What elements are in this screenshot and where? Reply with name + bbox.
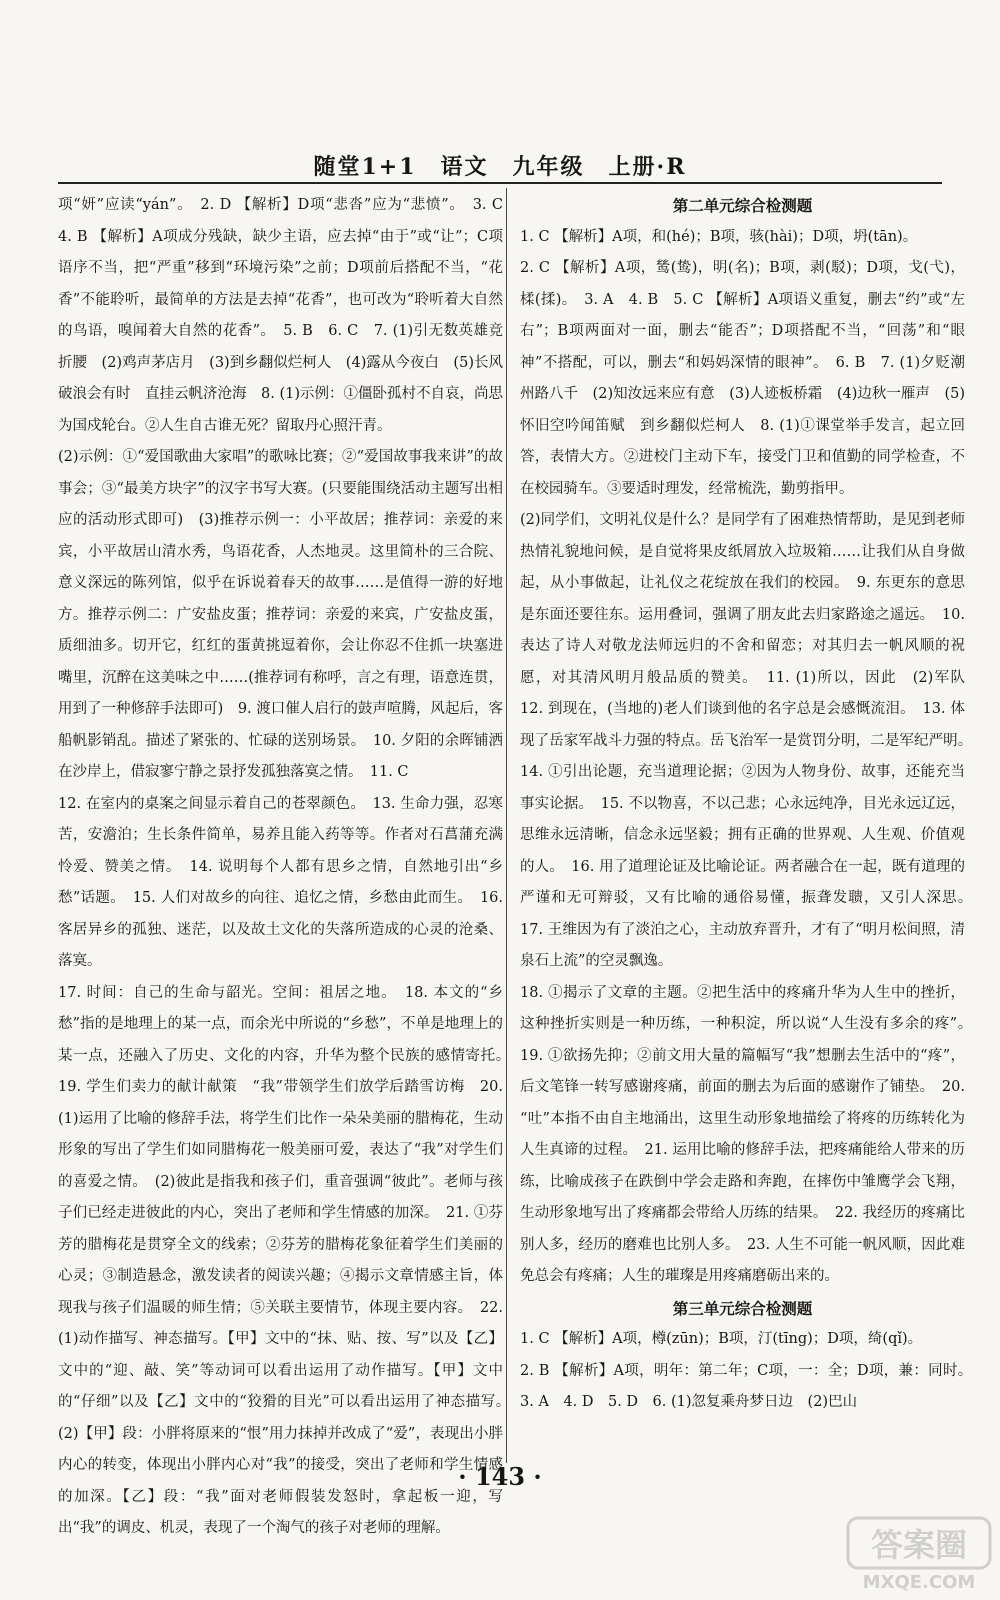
answer-paragraph: 17. 时间：自己的生命与韶光。空间：祖居之地。 18. 本文的“乡愁”指的是地理上的某一点，而余光中所说的“乡愁”，不单是地理上的某一点，还融入了历史、文化的内容，升华为整个民族的感情寄托。 19. 学生们卖力的献计献策 “我”带领学生们放学后踏雪访梅 20. (1)运用了比喻的修辞手法，将学生们比作一朵朵美丽的腊梅花，生动形象的写出了学生们如同腊梅花一般美丽可爱，表达了“我”对学生们的喜爱之情。 (2)彼此是指我和孩子们，重音强调“彼此”。老师与孩子们已经走进彼此的内心，突出了老师和学生情感的加深。 21. ①芬芳的腊梅花是贯穿全文的线索；②芬芳的腊梅花象征着学生们美丽的心灵；③制造悬念，激发读者的阅读兴趣；④揭示文章情感主旨，体现我与孩子们温暖的师生情；⑤关联主要情节，体现主要内容。 22. (1)动作描写、神态描写。【甲】文中的“抹、贴、按、写”以及【乙】文中的“迎、敲、笑”等动词可以看出运用了动作描写。【甲】文中的“仔细”以及【乙】文中的“狡猾的目光”可以看出运用了神态描写。 (2)【甲】段：小胖将原来的“恨”用力抹掉并改成了“爱”，表现出小胖内心的转变，体现出小胖内心对“我”的接受，突出了老师和学生情感的加深。【乙】段：“我”面对老师假装发怒时，拿起板一迎，写出“我”的调皮、机灵，表现了一个淘气的孩子对老师的理解。 bbox=[58, 984, 518, 1536]
answer-paragraph: 1. C 【解析】A项，和(hé)；B项，骇(hài)；D项，坍(tān)。 bbox=[520, 228, 918, 245]
watermark-logo-icon bbox=[844, 1514, 994, 1594]
section-title-unit3: 第三单元综合检测题 bbox=[672, 1298, 813, 1318]
answer-paragraph: 2. B 【解析】A项，明年：第二年；C项，一：全；D项，兼：同时。 3. A 4. D 5. D 6. (1)忽复乘舟梦日边 (2)巴山 bbox=[520, 1362, 980, 1410]
answer-paragraph: 18. ①揭示了文章的主题。②把生活中的疼痛升华为人生中的挫折，这种挫折实则是一种历练，一种积淀，所以说“人生没有多余的疼”。 19. ①欲扬先抑；②前文用大量的篇幅写“我”想删去生活中的“疼”，后文笔锋一转写感谢疼痛，前面的删去为后面的感谢作了铺垫。 20. “吐”本指不由自主地涌出，这里生动形象地描绘了将疼的历练转化为人生真谛的过程。 21. 运用比喻的修辞手法，把疼痛能给人带来的历练，比喻成孩子在跌倒中学会走路和奔跑，在摔伤中雏鹰学会飞翔，生动形象地写出了疼痛都会带给人历练的结果。 22. 我经历的疼痛比别人多，经历的磨难也比别人多。 23. 人生不可能一帆风顺，因此难免总会有疼痛；人生的璀璨是用疼痛磨砺出来的。 bbox=[520, 984, 980, 1284]
watermark-text-top: 答案圈 bbox=[870, 1526, 968, 1564]
answer-paragraph: 项“妍”应读“yán”。 2. D 【解析】D项“悲沓”应为“悲愤”。 3. C 4. B 【解析】A项成分残缺，缺少主语，应去掉“由于”或“让”；C项语序不当，把“严重”移到“环境污染”之前；D项前后搭配不当，“花香”不能聆听，最简单的方法是去掉“花香”，也可改为“聆听着大自然的鸟语，嗅闻着大自然的花香”。 5. B 6. C 7. (1)引无数英雄竞折腰 (2)鸡声茅店月 (3)到乡翻似烂柯人 (4)露从今夜白 (5)长风破浪会有时 直挂云帆济沧海 8. (1)示例：①僵卧孤村不自哀，尚思为国戍轮台。②人生自古谁无死？留取丹心照汗青。 bbox=[58, 197, 518, 434]
answer-paragraph: 12. 在室内的桌案之间显示着自己的苍翠颜色。 13. 生命力强，忍寒苦，安澹泊；生长条件简单，易养且能入药等等。作者对石菖蒲充满怜爱、赞美之情。 14. 说明每个人都有思乡之情，自然地引出“乡愁”话题。 15. 人们对故乡的向往、追忆之情，乡愁由此而生。 16. 客居异乡的孤独、迷茫，以及故土文化的失落所造成的心灵的沧桑、落寞。 bbox=[58, 795, 503, 969]
running-header: 随堂1+1 语文 九年级 上册·R bbox=[313, 154, 687, 180]
answer-paragraph: (2)示例：①“爱国歌曲大家唱”的歌咏比赛；②“爱国故事我来讲”的故事会；③“最美方块字”的汉字书写大赛。(只要能围绕活动主题写出相应的活动形式即可) (3)推荐示例一：小平故居；推荐词：亲爱的来宾，小平故居山清水秀，鸟语花香，人杰地灵。这里简朴的三合院、意义深远的陈列馆，似乎在诉说着春天的故事……是值得一游的好地方。推荐示例二：广安盐皮蛋；推荐词：亲爱的来宾，广安盐皮蛋，质细油多。切开它，红红的蛋黄挑逗着你，会让你忍不住抓一块塞进嘴里，沉醉在这美味之中……(推荐词有称呼，言之有理，语意连贯，用到了一种修辞手法即可) 9. 渡口催人启行的鼓声喧腾，风起后，客船帆影销乱。描述了紧张的、忙碌的送别场景。 10. 夕阳的余晖铺洒在沙岸上，借寂寥宁静之景抒发孤独落寞之情。 11. C bbox=[58, 449, 503, 780]
answer-paragraph: 2. C 【解析】A项，鸶(鸷)，明(名)；B项，剥(駁)；D项，戈(弋)，楺(揉)。 3. A 4. B 5. C 【解析】A项语义重复，删去“约”或“左右”；B项两面对一面，删去“能否”；D项搭配不当，“回荡”和“眼神”不搭配，可以，删去“和妈妈深情的眼神”。 6. B 7. (1)夕贬潮州路八千 (2)知汝远来应有意 (3)人迹板桥霜 (4)边秋一雁声 (5)怀旧空吟闻笛赋 到乡翻似烂柯人 8. (1)①课堂举手发言，起立回答，表情大方。②进校门主动下车，接受门卫和值勤的同学检查，不在校园骑车。③要适时理发，经常梳洗，勤剪指甲。 bbox=[520, 260, 965, 497]
header-rule bbox=[58, 182, 942, 184]
right-column bbox=[520, 190, 980, 1460]
answer-paragraph: 1. C 【解析】A项，樽(zūn)；B项，汀(tīng)；D项，绮(qǐ)。 bbox=[520, 1331, 923, 1347]
section-title-unit2: 第二单元综合检测题 bbox=[672, 196, 813, 215]
page-number: · 143 · bbox=[458, 1462, 542, 1491]
answer-paragraph: (2)同学们，文明礼仪是什么？是同学有了困难热情帮助，是见到老师热情礼貌地问候，是自觉将果皮纸屑放入垃圾箱……让我们从自身做起，从小事做起，让礼仪之花绽放在我们的校园。 9. 东更东的意思是东面还要往东。运用叠词，强调了朋友此去归家路途之遥远。 10. 表达了诗人对敬龙法师远归的不舍和留恋；对其归去一帆风顺的祝愿，对其清风明月般品质的赞美。 11. (1)所以，因此 (2)军队 12. 到现在，(当地的)老人们谈到他的名字总是会感慨流泪。 13. 体现了岳家军战斗力强的特点。岳飞治军一是赏罚分明，二是军纪严明。 14. ①引出论题，充当道理论据；②因为人物身份、故事，还能充当事实论据。 15. 不以物喜，不以己悲；心永远纯净，目光永远辽远，思维永远清晰，信念永远坚毅；拥有正确的世界观、人生观、价值观的人。 16. 用了道理论证及比喻论证。两者融合在一起，既有道理的严谨和无可辩驳，又有比喻的通俗易懂，振聋发聩，又引人深思。 17. 王维因为有了淡泊之心，主动放弃晋升，才有了“明月松间照，清泉石上流”的空灵飘逸。 bbox=[520, 512, 980, 969]
column-divider bbox=[506, 188, 507, 1463]
watermark-text-bottom: MXQE.COM bbox=[862, 1572, 976, 1593]
